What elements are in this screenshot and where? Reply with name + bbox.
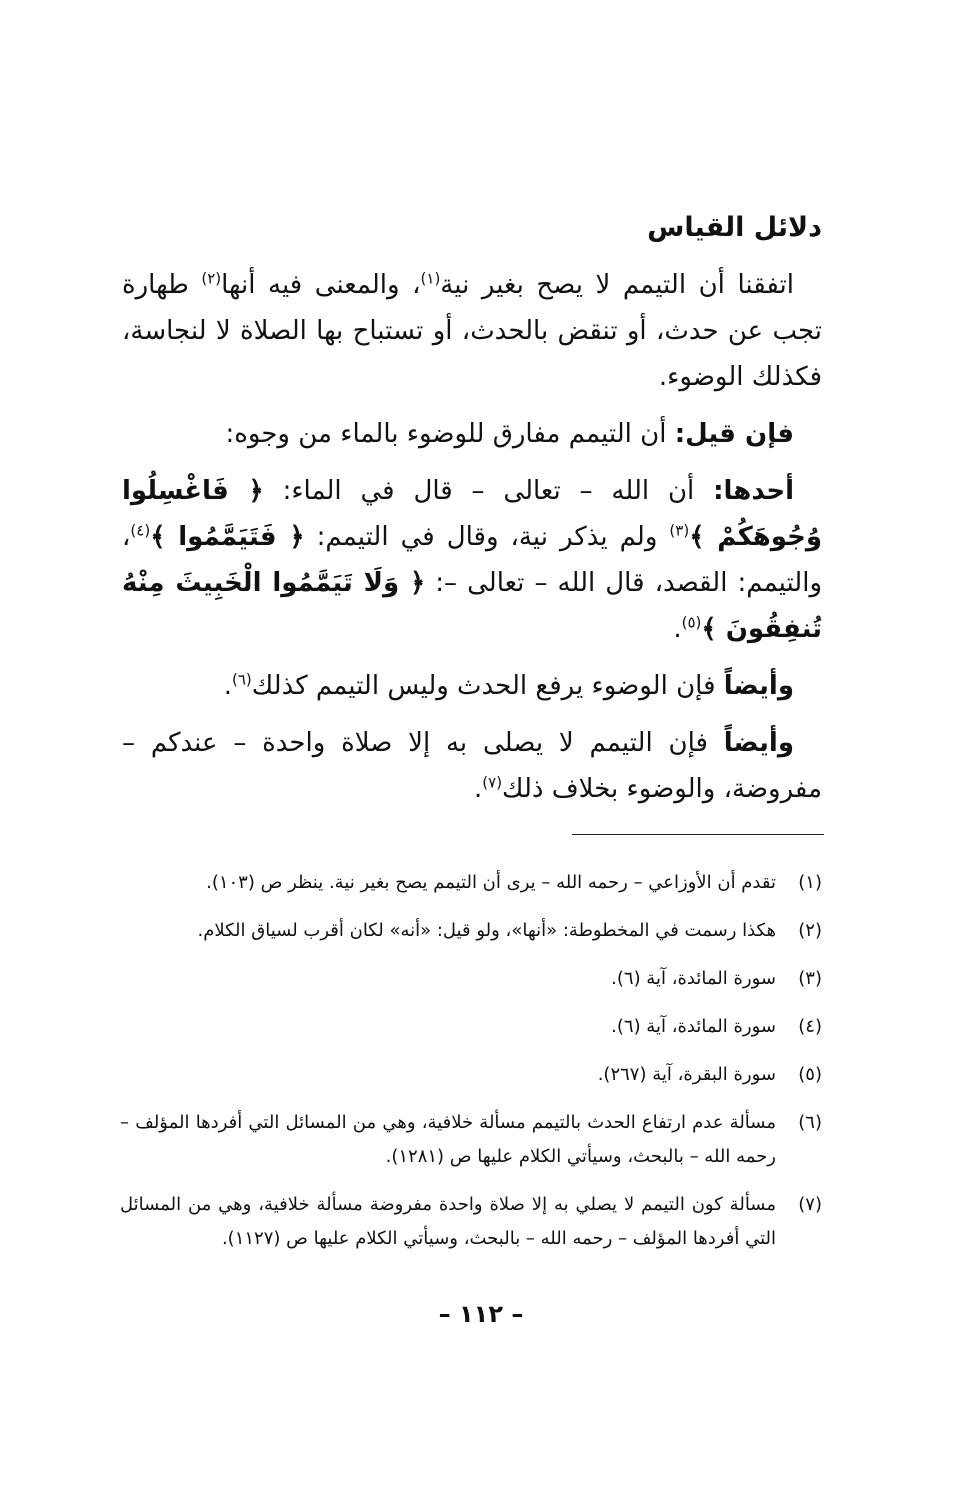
footnote-number: (١) bbox=[798, 872, 822, 893]
footnote-number: (٦) bbox=[798, 1112, 822, 1133]
footnote-item bbox=[120, 914, 822, 948]
footnote-number: (٥) bbox=[798, 1064, 822, 1085]
paragraph-4-end: . bbox=[223, 671, 232, 701]
paragraph-3-part-b: ولم يذكر نية، وقال في التيمم: bbox=[304, 522, 670, 552]
footnote-item bbox=[120, 1188, 822, 1256]
footnote-divider bbox=[572, 834, 824, 835]
footnote-item bbox=[120, 962, 822, 996]
paragraph-3-part-d: . bbox=[673, 614, 682, 644]
page-number: – ١١٢ – bbox=[438, 1300, 524, 1328]
paragraph-2-lead: فإن قيل: bbox=[674, 419, 794, 449]
footnote-number: (٤) bbox=[798, 1016, 822, 1037]
paragraph-3-part-c: ، والتيمم: القصد، قال الله – تعالى –: bbox=[122, 522, 822, 598]
quran-verse-1: ﴿ فَاغْسِلُوا وُجُوهَكُمْ ﴾ bbox=[122, 476, 822, 552]
footnote-number: (٢) bbox=[798, 920, 822, 941]
quran-verse-2: ﴿ فَتَيَمَّمُوا ﴾ bbox=[150, 522, 305, 552]
footnote-text: سورة البقرة، آية (٢٦٧). bbox=[597, 1064, 776, 1085]
paragraph-3 bbox=[122, 468, 822, 652]
footnote-text: تقدم أن الأوزاعي – رحمه الله – يرى أن التيمم يصح بغير نية. ينظر ص (١٠٣). bbox=[206, 872, 776, 893]
paragraph-1-part-b: ، والمعنى فيه أنها bbox=[221, 270, 421, 300]
footnote-text: مسألة كون التيمم لا يصلي به إلا صلاة واحدة مفروضة مسألة خلافية، وهي من المسائل التي أفردها المؤلف – رحمه الله – بالبحث، وسيأتي الكلام عليها ص (١١٢٧). bbox=[120, 1194, 776, 1249]
footnote-item bbox=[120, 1058, 822, 1092]
main-text bbox=[122, 262, 822, 823]
paragraph-1 bbox=[122, 262, 822, 400]
paragraph-1-part-a: اتفقنا أن التيمم لا يصح بغير نية bbox=[440, 270, 794, 300]
paragraph-2 bbox=[122, 411, 822, 457]
paragraph-3-lead: أحدها: bbox=[713, 476, 794, 506]
section-heading: دلائل القياس bbox=[647, 212, 822, 243]
footnote-ref-6: (٦) bbox=[231, 670, 252, 689]
footnote-text: سورة المائدة، آية (٦). bbox=[611, 968, 776, 989]
paragraph-4 bbox=[122, 663, 822, 709]
footnote-number: (٧) bbox=[798, 1194, 822, 1215]
footnote-text: مسألة عدم ارتفاع الحدث بالتيمم مسألة خلافية، وهي من المسائل التي أفردها المؤلف – رحمه الله – بالبحث، وسيأتي الكلام عليها ص (١٢٨١). bbox=[120, 1112, 776, 1167]
footnotes bbox=[120, 866, 822, 1270]
quran-verse-3: ﴿ وَلَا تَيَمَّمُوا الْخَبِيثَ مِنْهُ تُنفِقُونَ ﴾ bbox=[122, 568, 822, 644]
paragraph-5-lead: وأيضاً bbox=[723, 728, 794, 758]
paragraph-5 bbox=[122, 720, 822, 812]
paragraph-2-text: أن التيمم مفارق للوضوء بالماء من وجوه: bbox=[225, 419, 675, 449]
footnote-ref-7: (٧) bbox=[482, 773, 503, 792]
footnote-item bbox=[120, 1010, 822, 1044]
footnote-ref-1: (١) bbox=[420, 269, 441, 288]
paragraph-4-text: فإن الوضوء يرفع الحدث وليس التيمم كذلك bbox=[251, 671, 724, 701]
footnote-text: هكذا رسمت في المخطوطة: «أنها»، ولو قيل: «أنه» لكان أقرب لسياق الكلام. bbox=[197, 920, 776, 941]
footnote-text: سورة المائدة، آية (٦). bbox=[611, 1016, 776, 1037]
footnote-ref-5: (٥) bbox=[681, 613, 702, 632]
paragraph-5-end: . bbox=[474, 774, 483, 804]
paragraph-3-part-a: أن الله – تعالى – قال في الماء: bbox=[263, 476, 714, 506]
footnote-item bbox=[120, 1106, 822, 1174]
paragraph-4-lead: وأيضاً bbox=[723, 671, 794, 701]
paragraph-1-part-c: طهارة تجب عن حدث، أو تنقض بالحدث، أو تستباح بها الصلاة لا لنجاسة، فكذلك الوضوء. bbox=[122, 270, 822, 392]
footnote-ref-4: (٤) bbox=[130, 521, 151, 540]
footnote-item bbox=[120, 866, 822, 900]
footnote-ref-2: (٢) bbox=[201, 269, 222, 288]
paragraph-5-text: فإن التيمم لا يصلى به إلا صلاة واحدة – عندكم – مفروضة، والوضوء بخلاف ذلك bbox=[122, 728, 822, 804]
footnote-ref-3: (٣) bbox=[669, 521, 690, 540]
footnote-number: (٣) bbox=[798, 968, 822, 989]
